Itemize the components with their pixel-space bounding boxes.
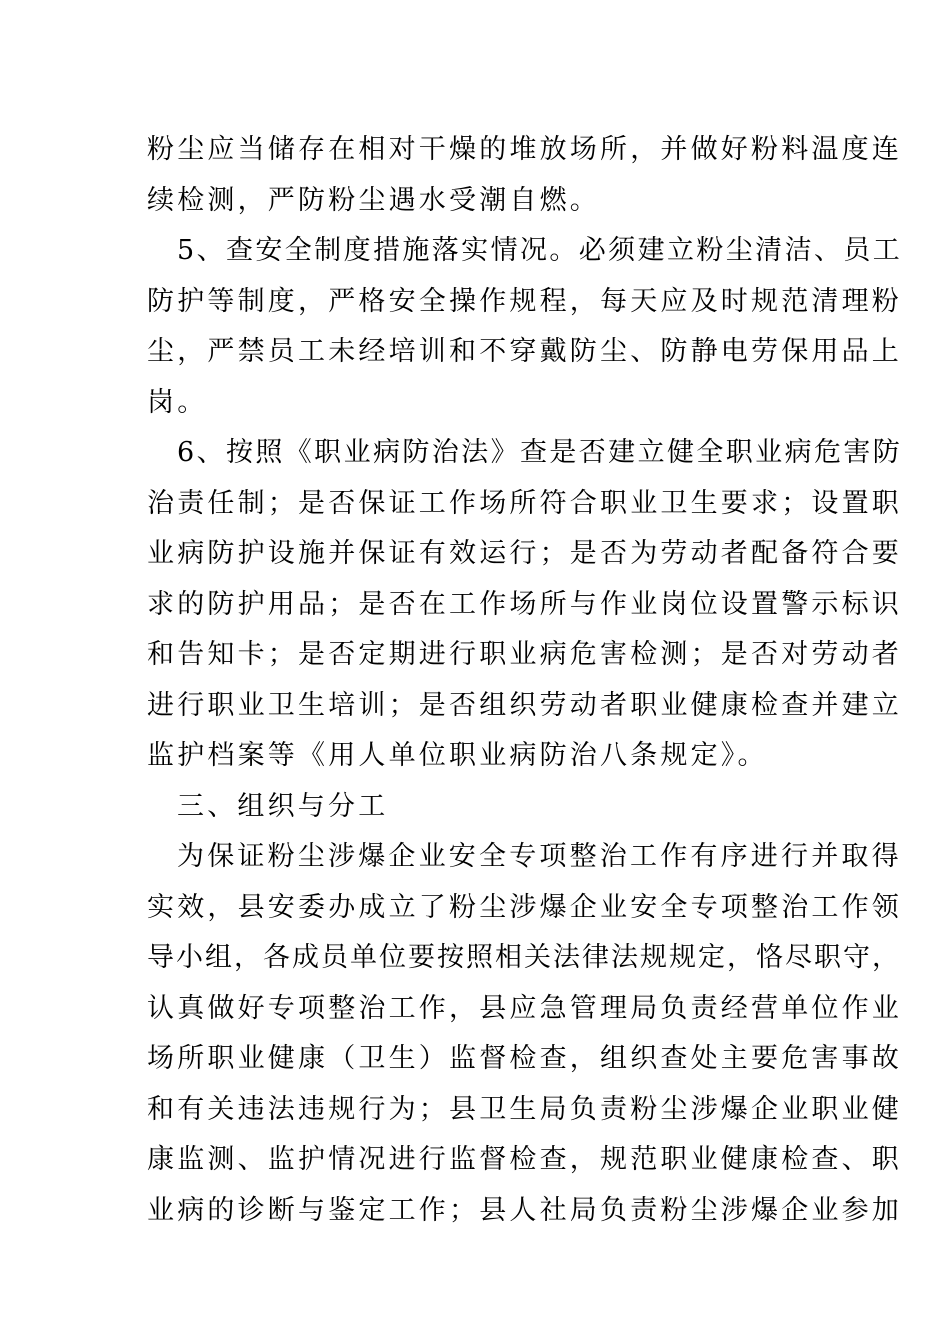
text-line: 续检测，严防粉尘遇水受潮自燃。 [147, 185, 600, 216]
text-line: 实效，县安委办成立了粉尘涉爆企业安全专项整治工作领 [147, 892, 902, 923]
text-line: 导小组，各成员单位要按照相关法律法规规定，恪尽职守， [147, 942, 901, 973]
text-line: 和告知卡；是否定期进行职业病危害检测；是否对劳动者 [147, 639, 902, 670]
text-line: 业病的诊断与鉴定工作；县人社局负责粉尘涉爆企业参加 [147, 1195, 902, 1226]
text-line: 康监测、监护情况进行监督检查，规范职业健康检查、职 [147, 1144, 902, 1175]
text-line: 和有关违法违规行为；县卫生局负责粉尘涉爆企业职业健 [147, 1094, 902, 1125]
paragraph-start: 为保证粉尘涉爆企业安全专项整治工作有序进行并取得 [177, 841, 902, 872]
text-line: 尘，严禁员工未经培训和不穿戴防尘、防静电劳保用品上 [147, 336, 902, 367]
paragraph-item-6: 6、按照《职业病防治法》查是否建立健全职业病危害防 [177, 437, 903, 468]
text-line: 认真做好专项整治工作，县应急管理局负责经营单位作业 [147, 993, 902, 1024]
text-line: 防护等制度，严格安全操作规程，每天应及时规范清理粉 [147, 286, 902, 317]
text-line: 进行职业卫生培训；是否组织劳动者职业健康检查并建立 [147, 690, 902, 721]
text-line: 场所职业健康（卫生）监督检查，组织查处主要危害事故 [147, 1043, 902, 1074]
text-line: 粉尘应当储存在相对干燥的堆放场所，并做好粉料温度连 [147, 134, 902, 165]
section-heading: 三、组织与分工 [177, 791, 389, 822]
text-line: 监护档案等《用人单位职业病防治八条规定》。 [147, 740, 768, 771]
text-line: 岗。 [147, 387, 208, 418]
paragraph-item-5: 5、查安全制度措施落实情况。必须建立粉尘清洁、员工 [177, 235, 903, 266]
text-line: 业病防护设施并保证有效运行；是否为劳动者配备符合要 [147, 538, 902, 569]
text-line: 治责任制；是否保证工作场所符合职业卫生要求；设置职 [147, 488, 902, 519]
text-line: 求的防护用品；是否在工作场所与作业岗位设置警示标识 [147, 589, 902, 620]
